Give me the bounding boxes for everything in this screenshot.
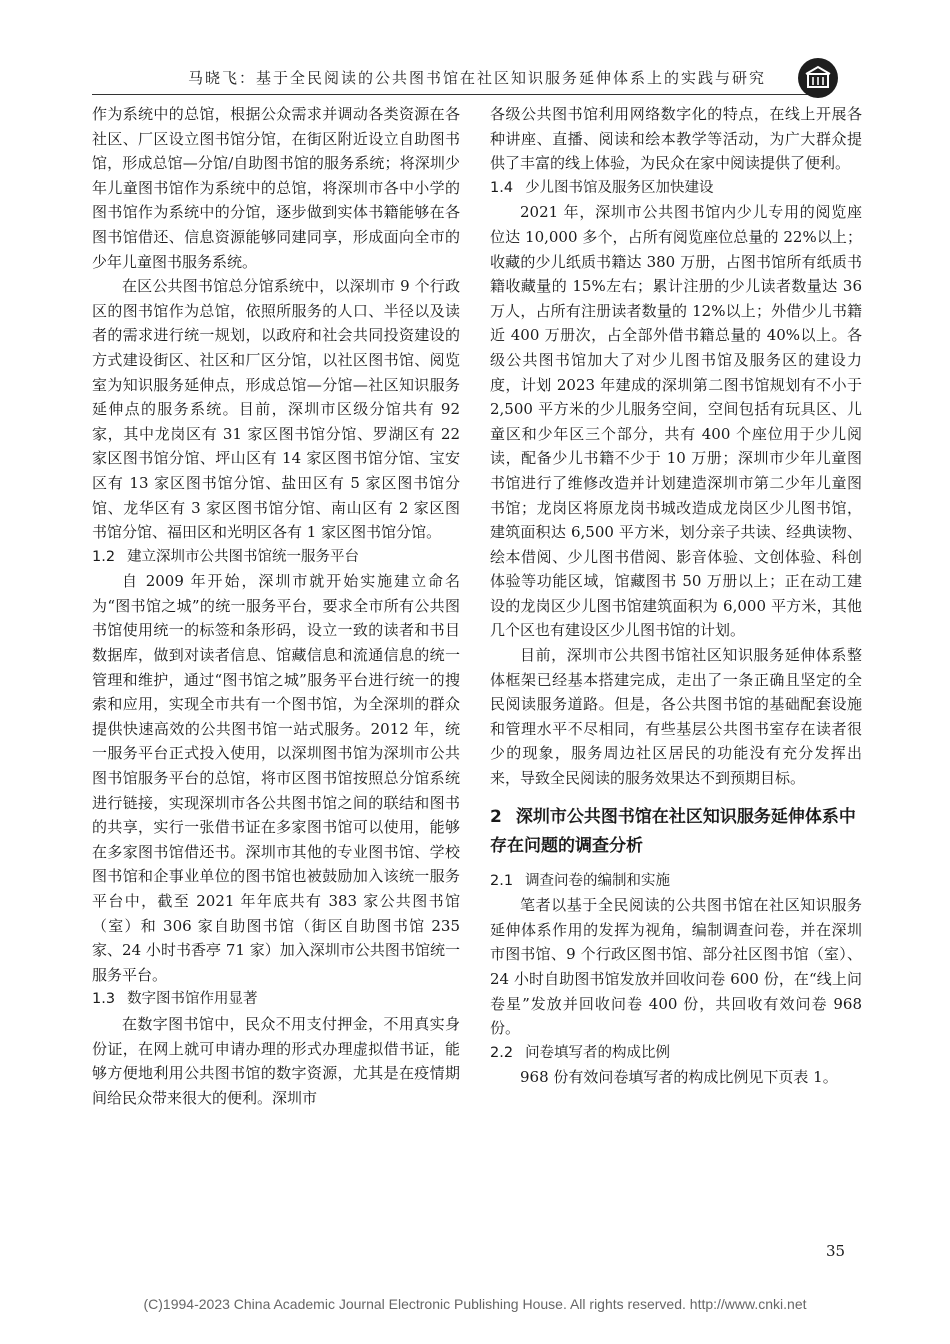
- header-title: 马晓飞：基于全民阅读的公共图书馆在社区知识服务延伸体系上的实践与研究: [187, 68, 766, 87]
- section-heading-1-2: [92, 545, 460, 570]
- paragraph: 作为系统中的总馆，根据公众需求并调动各类资源在各社区、厂区设立图书馆分馆，在街区附近设立自助图书馆，形成总馆—分馆/自助图书馆的服务系统；将深圳少年儿童图书馆作为系统中的总馆，将深圳市各中小学的图书馆作为系统中的分馆，逐步做到实体书籍能够在各图书馆借还、信息资源能够同建同享，形成面向全市的少年儿童图书服务系统。: [92, 105, 460, 271]
- journal-logo-icon: [798, 58, 838, 98]
- paragraph: 笔者以基于全民阅读的公共图书馆在社区知识服务延伸体系作用的发挥为视角，编制调查问卷，并在深圳市图书馆、9 个行政区图书馆、部分社区图书馆（室）、24 小时自助图书馆发放并回收问卷 600 份，在“线上问卷星”发放并回收问卷 400 份，共回收有效问卷 968 份。: [490, 896, 862, 1038]
- library-emblem-icon: [804, 64, 832, 92]
- section-title: 问卷填写者的构成比例: [525, 1044, 671, 1061]
- paragraph: 目前，深圳市公共图书馆社区知识服务延伸体系整体框架已经基本搭建完成，走出了一条正确且坚定的全民阅读服务道路。但是，各公共图书馆的基础配套设施和管理水平不尽相同，有些基层公共图书室存在读者很少的现象，服务周边社区居民的功能没有充分发挥出来，导致全民阅读的服务效果达不到预期目标。: [490, 646, 862, 788]
- page-number: 35: [826, 1242, 846, 1260]
- section-number: 2.2: [490, 1044, 514, 1061]
- section-title: 深圳市公共图书馆在社区知识服务延伸体系中存在问题的调查分析: [490, 806, 856, 856]
- section-number: 1.2: [92, 548, 116, 565]
- section-title: 建立深圳市公共图书馆统一服务平台: [127, 548, 360, 565]
- section-number: 2.1: [490, 872, 514, 889]
- section-number: 2: [490, 806, 502, 827]
- section-title: 调查问卷的编制和实施: [525, 872, 671, 889]
- right-column: [490, 102, 862, 1090]
- paragraph: 各级公共图书馆利用网络数字化的特点，在线上开展各种讲座、直播、阅读和绘本教学等活动，为广大群众提供了丰富的线上体验，为民众在家中阅读提供了便利。: [490, 105, 862, 173]
- section-heading-1-3: [92, 987, 460, 1012]
- copyright-footer: (C)1994-2023 China Academic Journal Electronic Publishing House. All rights reserved. http://www.cnki.net: [143, 1296, 807, 1312]
- paragraph: 在区公共图书馆总分馆系统中，以深圳市 9 个行政区的图书馆作为总馆，依照所服务的人口、半径以及读者的需求进行统一规划，以政府和社会共同投资建设的方式建设街区、社区和厂区分馆，以社区图书馆、阅览室为知识服务延伸点，形成总馆—分馆—社区知识服务延伸点的服务系统。目前，深圳市区级分馆共有 92 家，其中龙岗区有 31 家区图书馆分馆、罗湖区有 22 家区图书馆分馆、坪山区有 14 家区图书馆分馆、宝安区有 13 家区图书馆分馆、盐田区有 5 家区图书馆分馆、龙华区有 3 家区图书馆分馆、南山区有 2 家区图书馆分馆、福田区和光明区各有 1 家区图书馆分馆。: [92, 277, 460, 542]
- section-heading-2-2: [490, 1041, 862, 1066]
- section-heading-1-4: [490, 176, 862, 201]
- header-divider: [92, 94, 812, 95]
- paragraph: 在数字图书馆中，民众不用支付押金，不用真实身份证，在网上就可申请办理的形式办理虚拟借书证，能够方便地利用公共图书馆的数字资源，尤其是在疫情期间给民众带来很大的便利。深圳市: [92, 1014, 460, 1107]
- section-title: 少儿图书馆及服务区加快建设: [525, 179, 714, 196]
- paragraph: 2021 年，深圳市公共图书馆内少儿专用的阅览座位达 10,000 多个，占所有阅览座位总量的 22%以上；收藏的少儿纸质书籍达 380 万册，占图书馆所有纸质书籍收藏量的 15%左右；累计注册的少儿读者数量达 36 万人，占所有注册读者数量的 12%以上；外借少儿书籍近 400 万册次，占全部外借书籍总量的 40%以上。各级公共图书馆加大了对少儿图书馆及服务区的建设力度，计划 2023 年建成的深圳第二图书馆规划有不小于 2,500 平方米的少儿服务空间，空间包括有玩具区、儿童区和少年区三个部分，共有 400 个座位用于少儿阅读，配备少儿书籍不少于 10 万册；深圳市少年儿童图书馆进行了维修改造并计划建造深圳市第二少年儿童图书馆；龙岗区将原龙岗书城改造成龙岗区少儿图书馆，建筑面积达 6,500 平方米，划分亲子共读、经典读物、绘本借阅、少儿图书借阅、影音体验、文创体验、科创体验等功能区域，馆藏图书 50 万册以上；正在动工建设的龙岗区少儿图书馆建筑面积为 6,000 平方米，其他几个区也有建设区少儿图书馆的计划。: [490, 203, 862, 640]
- section-number: 1.4: [490, 179, 514, 196]
- section-number: 1.3: [92, 991, 116, 1008]
- paragraph: 自 2009 年开始，深圳市就开始实施建立命名为“图书馆之城”的统一服务平台，要求全市所有公共图书馆使用统一的标签和条形码，设立一致的读者和书目数据库，做到对读者信息、馆藏信息和流通信息的统一管理和维护，通过“图书馆之城”服务平台进行统一的搜索和应用，实现全市共有一个图书馆，为全深圳的群众提供快速高效的公共图书馆一站式服务。2012 年，统一服务平台正式投入使用，以深圳图书馆为深圳市公共图书馆服务平台的总馆，将市区图书馆按照总分馆系统进行链接，实现深圳市各公共图书馆之间的联结和图书的共享，实行一张借书证在多家图书馆可以使用，能够在多家图书馆借还书。深圳市其他的专业图书馆、学校图书馆和企事业单位的图书馆也被鼓励加入该统一服务平台中，截至 2021 年年底共有 383 家公共图书馆（室）和 306 家自助图书馆（街区自助图书馆 235 家、24 小时书香亭 71 家）加入深圳市公共图书馆统一服务平台。: [92, 572, 460, 984]
- section-title: 数字图书馆作用显著: [127, 991, 258, 1008]
- running-header: [92, 60, 862, 94]
- left-column: [92, 102, 460, 1110]
- section-heading-2: [490, 803, 862, 861]
- section-heading-2-1: [490, 869, 862, 894]
- paragraph: 968 份有效问卷填写者的构成比例见下页表 1。: [520, 1068, 838, 1087]
